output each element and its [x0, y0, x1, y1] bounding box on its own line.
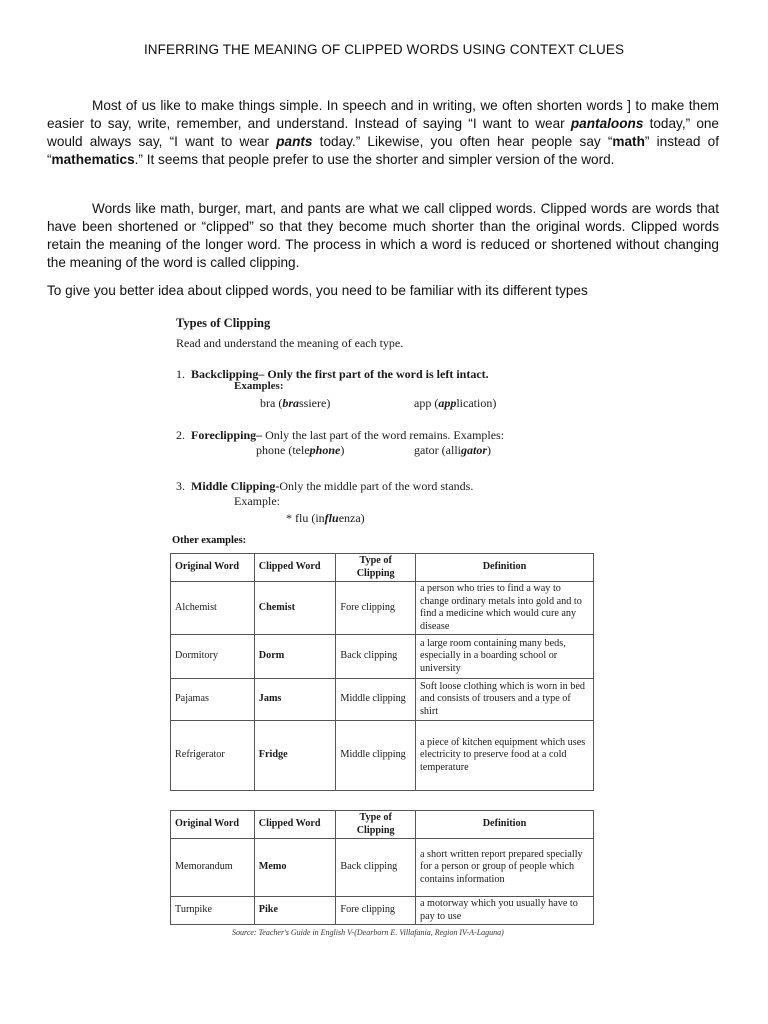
intro-paragraph: Most of us like to make things simple. In speech and in writing, we often shorten words ] to make them easier to say, write, remember, and understand. Instead of saying “I want to wear pantaloons today,” one would always say, “I want to wear pants today.” Likewise, you often hear people say “math” instead of “mathematics.” It seems that people prefer to use the shorter and simpler version of the word. [47, 98, 719, 167]
middle-clipping-example-label: Example: [234, 494, 280, 508]
backclipping-item: 1. Backclipping– Only the first part of the word is left intact. [176, 367, 489, 381]
middle-clipping-item: 3. Middle Clipping-Only the middle part of the word stands. [176, 479, 474, 493]
example-gator: gator (alligator) [414, 443, 491, 457]
example-phone: phone (telephone) [256, 443, 345, 457]
other-examples-label: Other examples: [172, 535, 247, 546]
example-app: app (application) [414, 396, 497, 410]
emphasis-math: math [612, 134, 645, 149]
example-flu: * flu (influenza) [286, 511, 365, 525]
table-row: Refrigerator Fridge Middle clipping a piece of kitchen equipment which uses electricity to preserve food at a cold temperature [171, 721, 594, 791]
header-clipped-word: Clipped Word [254, 554, 336, 582]
definition-paragraph: Words like math, burger, mart, and pants are what we call clipped words. Clipped words are words that have been shortened or “clipped” so that they become much shorter than the original words. Clipped words retain the meaning of the longer word. The process in which a word is reduced or shortened without changing the meaning of the word is called clipping. [47, 201, 719, 270]
example-bra: bra (brassiere) [260, 396, 331, 410]
table-row: Alchemist Chemist Fore clipping a person who tries to find a way to change ordinary metals into gold and to find a medicine which would cure any disease [171, 582, 594, 635]
table-row: Memorandum Memo Back clipping a short written report prepared specially for a person or group of people which contains information [171, 839, 594, 897]
page-title: INFERRING THE MEANING OF CLIPPED WORDS USING CONTEXT CLUES [143, 42, 625, 57]
types-instruction: Read and understand the meaning of each type. [176, 336, 404, 350]
header-type-of-clipping: Type of Clipping [336, 554, 416, 582]
source-citation: Source: Teacher's Guide in English V-(Dearborn E. Villafania, Region IV-A-Laguna) [232, 928, 504, 937]
header-type-of-clipping: Type of Clipping [336, 811, 416, 839]
header-definition: Definition [415, 811, 593, 839]
header-definition: Definition [415, 554, 593, 582]
table-header-row [171, 554, 594, 582]
clipped-words-table-2 [170, 810, 594, 925]
header-original-word: Original Word [171, 554, 255, 582]
emphasis-mathematics: mathematics [51, 152, 135, 167]
emphasis-pants: pants [276, 134, 313, 149]
clipped-words-table-1 [170, 553, 594, 791]
table-row: Dormitory Dorm Back clipping a large room containing many beds, especially in a boarding school or university [171, 635, 594, 679]
table-row: Turnpike Pike Fore clipping a motorway which you usually have to pay to use [171, 897, 594, 925]
backclipping-examples-label: Examples: [234, 380, 284, 392]
foreclipping-item: 2. Foreclipping– Only the last part of the word remains. Examples: [176, 428, 505, 442]
table-header-row [171, 811, 594, 839]
header-clipped-word: Clipped Word [254, 811, 336, 839]
types-heading: Types of Clipping [176, 316, 271, 330]
header-original-word: Original Word [171, 811, 255, 839]
table-row: Pajamas Jams Middle clipping Soft loose clothing which is worn in bed and consists of trousers and a type of shirt [171, 679, 594, 721]
emphasis-pantaloons: pantaloons [570, 116, 644, 131]
types-intro-paragraph: To give you better idea about clipped words, you need to be familiar with its different types [47, 283, 588, 298]
